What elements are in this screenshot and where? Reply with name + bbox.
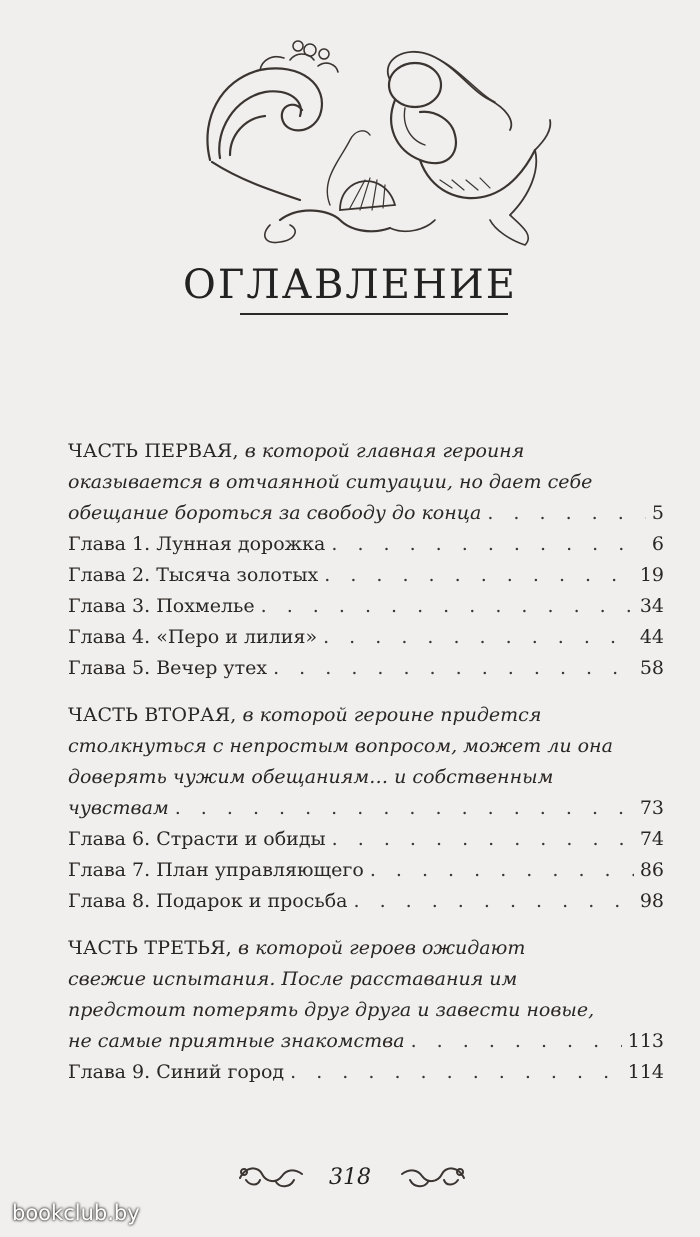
dot-leader bbox=[324, 560, 634, 591]
part-description-line: обещание бороться за свободу до конца bbox=[68, 502, 482, 524]
title-underline bbox=[240, 313, 508, 315]
toc-part-1 bbox=[68, 436, 664, 684]
watermark-text: bookclub.by bbox=[12, 1201, 140, 1225]
page-number: 6 bbox=[651, 533, 664, 555]
page-number: 44 bbox=[639, 626, 664, 648]
part-description-line: в которой героев ожидают bbox=[237, 937, 526, 959]
part-description-line: в которой главная героиня bbox=[244, 440, 525, 462]
chapter-title: Глава 6. Страсти и обиды bbox=[68, 828, 326, 850]
dot-leader bbox=[290, 1057, 622, 1088]
part-description-line: оказывается в отчаянной ситуации, но дает себе bbox=[68, 471, 593, 493]
page-number: 19 bbox=[639, 564, 664, 586]
part-heading bbox=[68, 436, 664, 529]
page-number: 86 bbox=[639, 859, 664, 881]
page-number: 34 bbox=[639, 595, 664, 617]
toc-chapter-entry[interactable] bbox=[68, 653, 664, 684]
chapter-title: Глава 8. Подарок и просьба bbox=[68, 890, 348, 912]
page-number: 5 bbox=[651, 502, 664, 524]
flourish-ornament-icon bbox=[398, 1160, 468, 1190]
chapter-title: Глава 2. Тысяча золотых bbox=[68, 564, 319, 586]
page-number: 98 bbox=[639, 890, 664, 912]
dot-leader bbox=[175, 793, 634, 824]
toc-chapter-entry[interactable] bbox=[68, 855, 664, 886]
toc-chapter-entry[interactable] bbox=[68, 886, 664, 917]
chapter-title: Глава 7. План управляющего bbox=[68, 859, 364, 881]
toc-chapter-entry[interactable] bbox=[68, 591, 664, 622]
chapter-title: Глава 1. Лунная дорожка bbox=[68, 533, 326, 555]
part-heading bbox=[68, 933, 664, 1057]
toc-chapter-entry[interactable] bbox=[68, 622, 664, 653]
part-description-line: предстоит потерять друг друга и завести новые, bbox=[68, 999, 595, 1021]
part-description-line: чувствам bbox=[68, 797, 169, 819]
dot-leader bbox=[273, 653, 634, 684]
part-label: ЧАСТЬ ПЕРВАЯ, bbox=[68, 440, 239, 462]
dot-leader bbox=[323, 622, 634, 653]
dot-leader bbox=[332, 824, 634, 855]
chapter-title: Глава 5. Вечер утех bbox=[68, 657, 268, 679]
page-number: 113 bbox=[627, 1030, 664, 1052]
chapter-title: Глава 9. Синий город bbox=[68, 1061, 285, 1083]
page-number: 58 bbox=[639, 657, 664, 679]
toc-chapter-entry[interactable] bbox=[68, 560, 664, 591]
dot-leader bbox=[411, 1026, 622, 1057]
part-description-line: доверять чужим обещаниям… и собственным bbox=[68, 766, 554, 788]
toc-chapter-entry[interactable] bbox=[68, 529, 664, 560]
part-description-line: в которой героине придется bbox=[242, 704, 542, 726]
toc-chapter-entry[interactable] bbox=[68, 824, 664, 855]
table-of-contents bbox=[68, 436, 664, 1104]
part-label: ЧАСТЬ ВТОРАЯ, bbox=[68, 704, 237, 726]
part-description-line: столкнуться с непростым вопросом, может ли она bbox=[68, 735, 613, 757]
toc-part-3 bbox=[68, 933, 664, 1088]
dot-leader bbox=[331, 529, 646, 560]
page-number: 114 bbox=[627, 1061, 664, 1083]
toc-chapter-entry[interactable] bbox=[68, 1057, 664, 1088]
chapter-title: Глава 3. Похмелье bbox=[68, 595, 255, 617]
dot-leader bbox=[487, 498, 646, 529]
toc-part-2 bbox=[68, 700, 664, 917]
dot-leader bbox=[261, 591, 634, 622]
part-heading bbox=[68, 700, 664, 824]
page-number: 73 bbox=[639, 797, 664, 819]
page-title: ОГЛАВЛЕНИЕ bbox=[183, 262, 517, 308]
chapter-title: Глава 4. «Перо и лилия» bbox=[68, 626, 318, 648]
dot-leader bbox=[370, 855, 634, 886]
part-description-line: не самые приятные знакомства bbox=[68, 1030, 405, 1052]
part-description-line: свежие испытания. После расставания им bbox=[68, 968, 518, 990]
part-label: ЧАСТЬ ТРЕТЬЯ, bbox=[68, 937, 232, 959]
page-number: 74 bbox=[639, 828, 664, 850]
dot-leader bbox=[353, 886, 633, 917]
mermaid-illustration-icon bbox=[190, 30, 560, 255]
page-number-folio: 318 bbox=[329, 1165, 371, 1190]
